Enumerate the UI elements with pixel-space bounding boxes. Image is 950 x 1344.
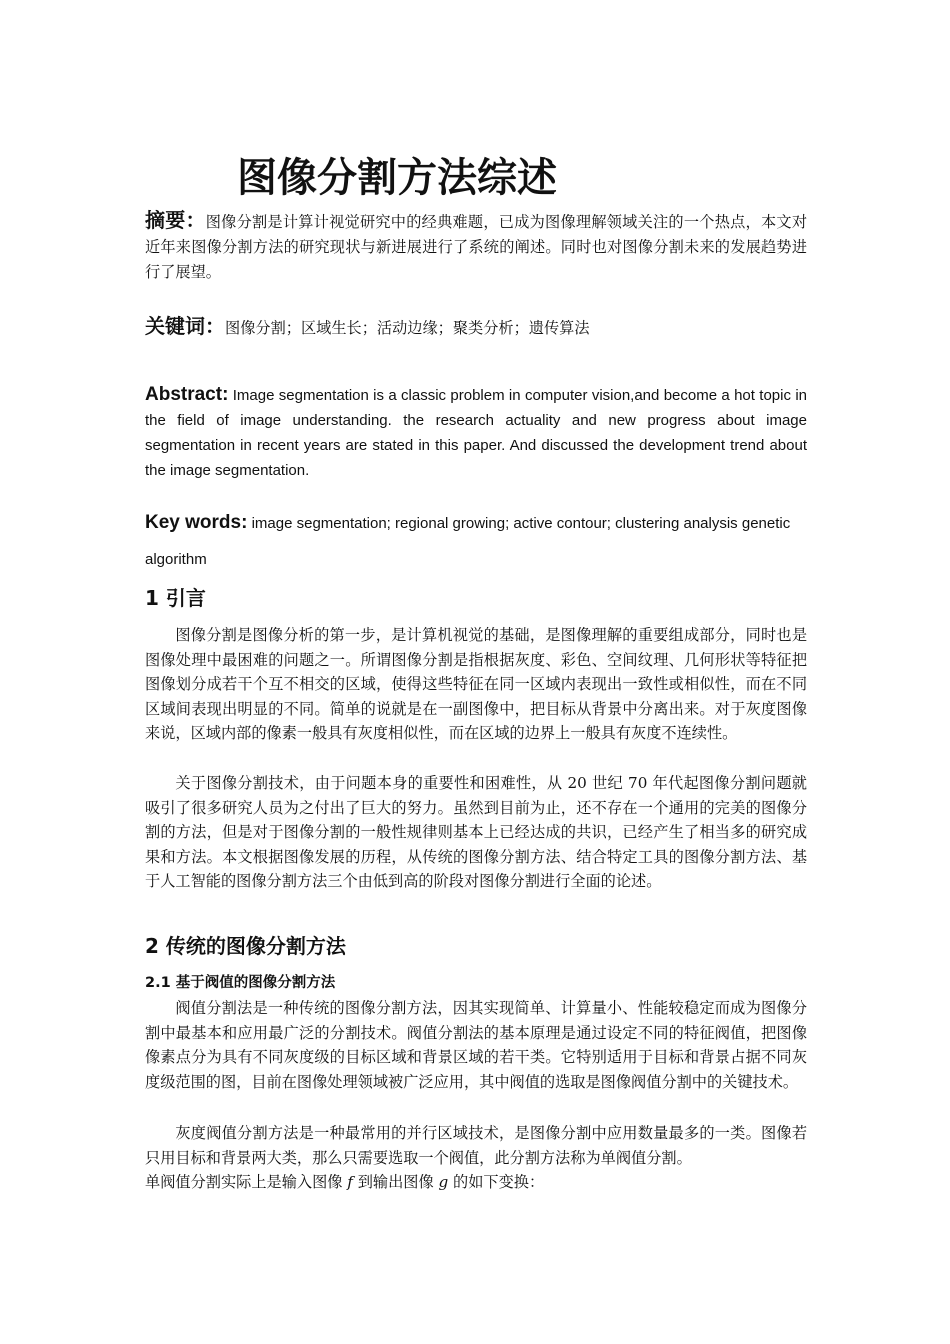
chinese-abstract-label: 摘要：	[145, 208, 206, 232]
english-abstract-text: Image segmentation is a classic problem in computer vision,and become a hot topic in the field of image understanding. the research actuality and new progress about image segmentation in recent years are stated in this paper. And discussed the development trend about the image segmentation.	[145, 387, 807, 479]
last-line-suffix: 的如下变换：	[448, 1173, 545, 1191]
chinese-abstract-text: 图像分割是计算计视觉研究中的经典难题，已成为图像理解领域关注的一个热点，本文对近年来图像分割方法的研究现状与新进展进行了系统的阐述。同时也对图像分割未来的发展趋势进行了展望。	[145, 213, 808, 281]
section-1-heading: 1 引言	[145, 586, 206, 610]
english-keywords-label: Key words:	[145, 512, 248, 533]
section-2-paragraph-2-last-line	[145, 1170, 807, 1195]
english-keywords-text: image segmentation; regional growing; active contour; clustering analysis genetic algorithm	[145, 515, 791, 568]
variable-f: f	[347, 1173, 353, 1191]
english-abstract-label: Abstract:	[145, 384, 229, 405]
section-2-paragraph-2: 灰度阀值分割方法是一种最常用的并行区域技术，是图像分割中应用数量最多的一类。图像若只用目标和背景两大类，那么只需要选取一个阀值，此分割方法称为单阀值分割。	[145, 1124, 807, 1167]
page-title: 图像分割方法综述	[237, 155, 557, 201]
chinese-keywords-text: 图像分割；区域生长；活动边缘；聚类分析；遗传算法	[225, 319, 590, 337]
section-2-1-heading: 2.1 基于阀值的图像分割方法	[145, 975, 336, 991]
section-2-paragraph-1: 阀值分割法是一种传统的图像分割方法，因其实现简单、计算量小、性能较稳定而成为图像分割中最基本和应用最广泛的分割技术。阀值分割法的基本原理是通过设定不同的特征阀值，把图像像素点分为具有不同灰度级的目标区域和背景区域的若干类。它特别适用于目标和背景占据不同灰度级范围的图，目前在图像处理领域被广泛应用，其中阀值的选取是图像阀值分割中的关键技术。	[145, 999, 807, 1091]
chinese-keywords-label: 关键词：	[145, 314, 225, 338]
chinese-abstract	[145, 208, 807, 285]
chinese-keywords	[145, 308, 807, 346]
section-1-paragraph-1: 图像分割是图像分析的第一步，是计算机视觉的基础，是图像理解的重要组成部分，同时也是图像处理中最困难的问题之一。所谓图像分割是指根据灰度、彩色、空间纹理、几何形状等特征把图像划分成若干个互不相交的区域，使得这些特征在同一区域内表现出一致性或相似性，而在不同区域间表现出明显的不同。简单的说就是在一副图像中，把目标从背景中分离出来。对于灰度图像来说，区域内部的像素一般具有灰度相似性，而在区域的边界上一般具有灰度不连续性。	[145, 626, 807, 743]
variable-g: g	[438, 1173, 449, 1191]
last-line-prefix: 单阀值分割实际上是输入图像	[145, 1173, 348, 1191]
last-line-mid: 到输出图像	[352, 1173, 439, 1191]
english-keywords	[145, 505, 807, 578]
english-abstract	[145, 382, 807, 483]
section-2-heading: 2 传统的图像分割方法	[145, 934, 346, 958]
section-1-paragraph-2: 关于图像分割技术，由于问题本身的重要性和困难性，从 20 世纪 70 年代起图像分割问题就吸引了很多研究人员为之付出了巨大的努力。虽然到目前为止，还不存在一个通用的完美的图像分割的方法，但是对于图像分割的一般性规律则基本上已经达成的共识，已经产生了相当多的研究成果和方法。本文根据图像发展的历程，从传统的图像分割方法、结合特定工具的图像分割方法、基于人工智能的图像分割方法三个由低到高的阶段对图像分割进行全面的论述。	[145, 774, 807, 891]
